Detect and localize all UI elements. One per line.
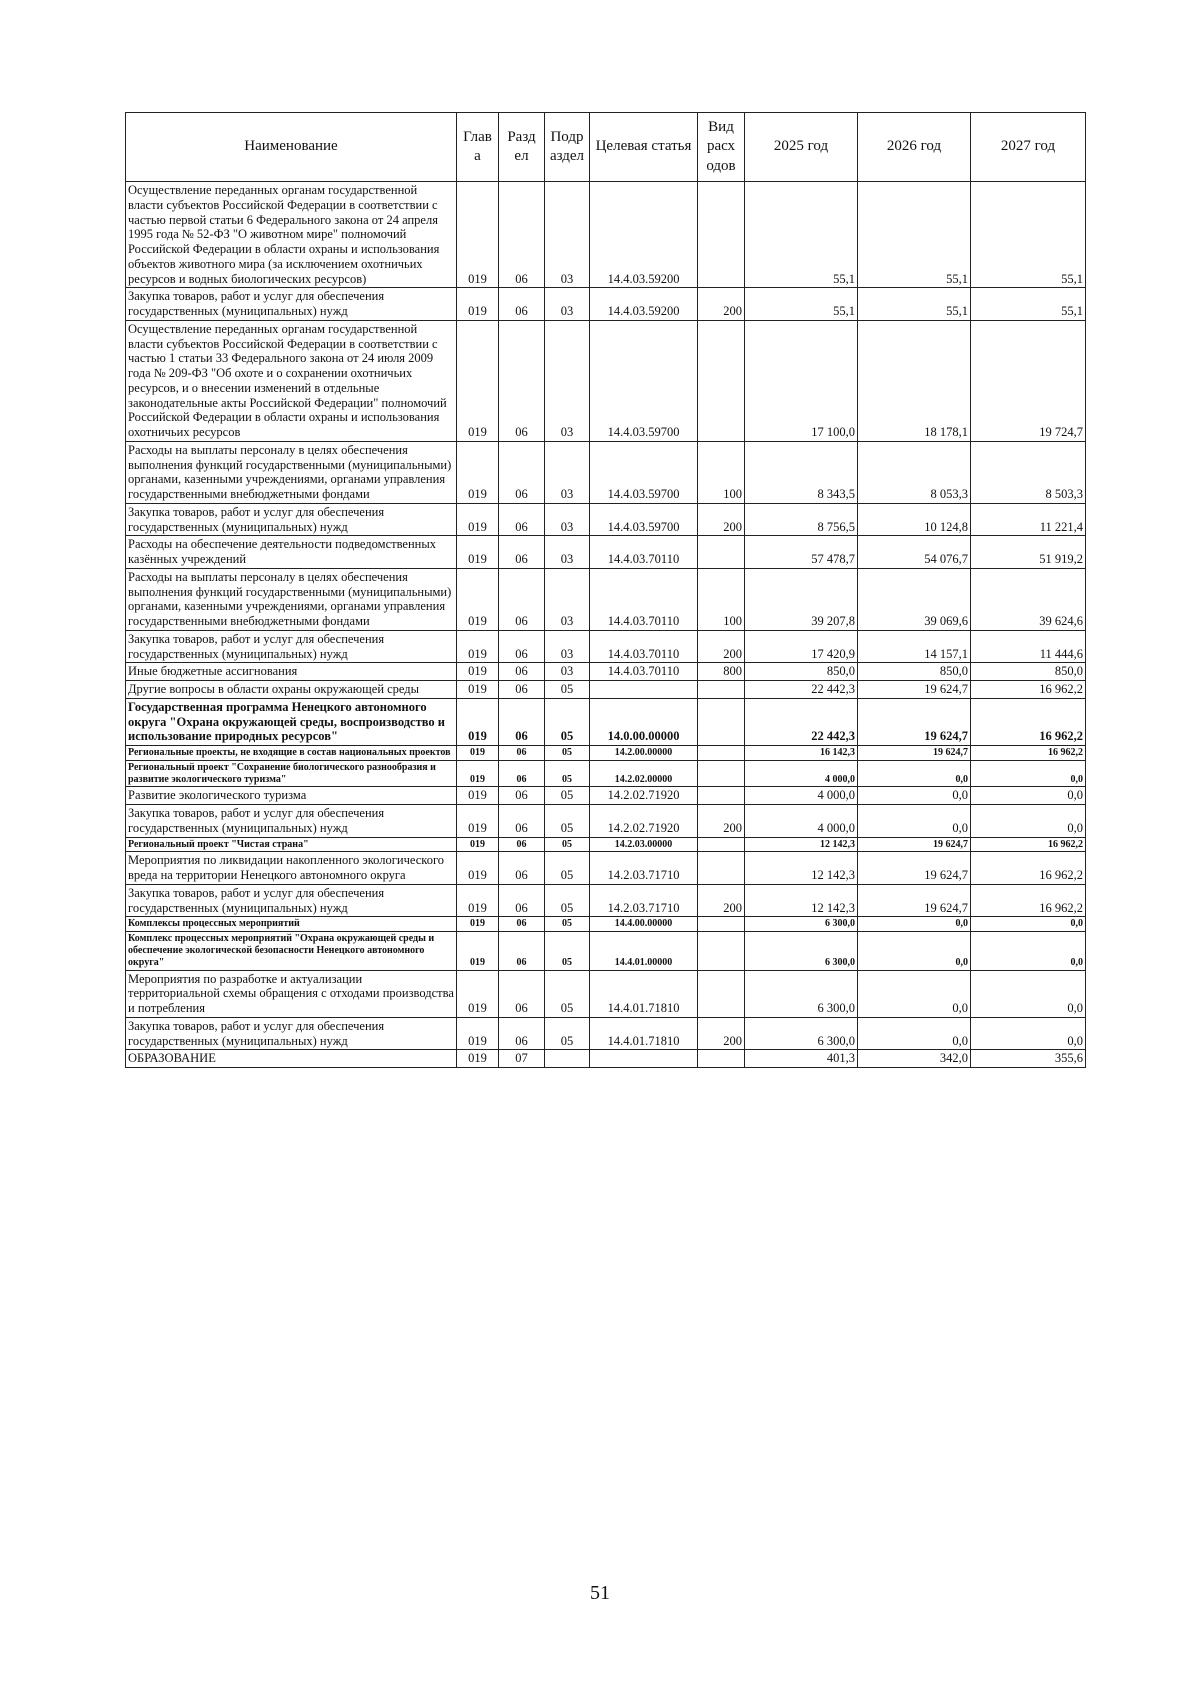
- row-amount-2025: 850,0: [745, 663, 858, 681]
- row-amount-2025: 12 142,3: [745, 884, 858, 917]
- row-name: Закупка товаров, работ и услуг для обеспечения государственных (муниципальных) нужд: [126, 288, 457, 321]
- row-razdel: 06: [499, 288, 545, 321]
- row-podrazdel: 05: [545, 681, 590, 699]
- row-name: Региональный проект "Чистая страна": [126, 837, 457, 852]
- row-podrazdel: 03: [545, 320, 590, 441]
- row-podrazdel: 03: [545, 568, 590, 630]
- row-target-article: 14.4.03.70110: [590, 630, 698, 663]
- row-amount-2026: 54 076,7: [858, 536, 971, 569]
- row-razdel: 06: [499, 805, 545, 838]
- row-podrazdel: 05: [545, 1017, 590, 1050]
- row-target-article: 14.2.03.00000: [590, 837, 698, 852]
- col-header-2027: 2027 год: [971, 113, 1086, 182]
- row-podrazdel: 05: [545, 932, 590, 970]
- row-amount-2027: 0,0: [971, 787, 1086, 805]
- table-row: [126, 787, 1086, 805]
- row-glava: 019: [457, 1017, 499, 1050]
- row-expense-type: [698, 746, 745, 761]
- row-amount-2027: 0,0: [971, 760, 1086, 787]
- row-amount-2025: 401,3: [745, 1050, 858, 1068]
- row-name: Мероприятия по ликвидации накопленного экологического вреда на территории Ненецкого автономного округа: [126, 852, 457, 885]
- row-amount-2027: 0,0: [971, 932, 1086, 970]
- table-row: [126, 970, 1086, 1017]
- row-razdel: 06: [499, 630, 545, 663]
- row-glava: 019: [457, 630, 499, 663]
- row-expense-type: [698, 536, 745, 569]
- row-amount-2027: 11 221,4: [971, 503, 1086, 536]
- row-razdel: 06: [499, 746, 545, 761]
- table-row: [126, 932, 1086, 970]
- row-glava: 019: [457, 805, 499, 838]
- row-amount-2025: 16 142,3: [745, 746, 858, 761]
- row-glava: 019: [457, 787, 499, 805]
- row-razdel: 06: [499, 568, 545, 630]
- table-row: [126, 568, 1086, 630]
- row-glava: 019: [457, 288, 499, 321]
- row-amount-2025: 22 442,3: [745, 698, 858, 745]
- row-podrazdel: 05: [545, 970, 590, 1017]
- row-podrazdel: 05: [545, 787, 590, 805]
- row-target-article: 14.2.03.71710: [590, 884, 698, 917]
- row-expense-type: 100: [698, 441, 745, 503]
- row-target-article: 14.4.03.70110: [590, 663, 698, 681]
- row-amount-2027: 16 962,2: [971, 681, 1086, 699]
- row-podrazdel: 03: [545, 503, 590, 536]
- table-row: [126, 663, 1086, 681]
- row-target-article: 14.2.02.71920: [590, 787, 698, 805]
- row-podrazdel: 05: [545, 852, 590, 885]
- row-name: Закупка товаров, работ и услуг для обеспечения государственных (муниципальных) нужд: [126, 805, 457, 838]
- row-amount-2025: 12 142,3: [745, 852, 858, 885]
- row-razdel: 06: [499, 681, 545, 699]
- table-row: [126, 852, 1086, 885]
- row-amount-2026: 0,0: [858, 917, 971, 932]
- row-name: Иные бюджетные ассигнования: [126, 663, 457, 681]
- row-amount-2027: 0,0: [971, 970, 1086, 1017]
- row-glava: 019: [457, 320, 499, 441]
- row-expense-type: 200: [698, 288, 745, 321]
- row-podrazdel: 05: [545, 805, 590, 838]
- row-glava: 019: [457, 917, 499, 932]
- row-amount-2025: 55,1: [745, 182, 858, 288]
- row-amount-2026: 0,0: [858, 932, 971, 970]
- table-row: [126, 503, 1086, 536]
- row-target-article: 14.4.03.59200: [590, 182, 698, 288]
- row-amount-2025: 6 300,0: [745, 1017, 858, 1050]
- col-header-name: Наименование: [126, 113, 457, 182]
- row-podrazdel: 05: [545, 837, 590, 852]
- row-razdel: 06: [499, 698, 545, 745]
- row-glava: 019: [457, 536, 499, 569]
- row-name: Закупка товаров, работ и услуг для обеспечения государственных (муниципальных) нужд: [126, 1017, 457, 1050]
- row-expense-type: [698, 760, 745, 787]
- row-amount-2025: 6 300,0: [745, 970, 858, 1017]
- row-name: Закупка товаров, работ и услуг для обеспечения государственных (муниципальных) нужд: [126, 630, 457, 663]
- row-amount-2026: 19 624,7: [858, 837, 971, 852]
- row-glava: 019: [457, 441, 499, 503]
- row-name: Комплекс процессных мероприятий "Охрана окружающей среды и обеспечение экологической безопасности Ненецкого автономного округа": [126, 932, 457, 970]
- row-amount-2025: 22 442,3: [745, 681, 858, 699]
- row-target-article: 14.4.03.70110: [590, 568, 698, 630]
- row-amount-2027: 11 444,6: [971, 630, 1086, 663]
- row-podrazdel: 05: [545, 760, 590, 787]
- col-header-razdel: Разд ел: [499, 113, 545, 182]
- row-amount-2025: 8 756,5: [745, 503, 858, 536]
- row-amount-2026: 19 624,7: [858, 698, 971, 745]
- row-target-article: 14.4.01.00000: [590, 932, 698, 970]
- col-header-glava: Глав а: [457, 113, 499, 182]
- row-expense-type: 200: [698, 884, 745, 917]
- row-podrazdel: 05: [545, 917, 590, 932]
- row-glava: 019: [457, 837, 499, 852]
- row-amount-2027: 0,0: [971, 805, 1086, 838]
- table-row: [126, 630, 1086, 663]
- row-amount-2027: 355,6: [971, 1050, 1086, 1068]
- row-amount-2025: 6 300,0: [745, 932, 858, 970]
- page-number: 51: [590, 1582, 610, 1604]
- row-razdel: 06: [499, 884, 545, 917]
- row-glava: 019: [457, 182, 499, 288]
- row-amount-2026: 0,0: [858, 787, 971, 805]
- row-target-article: 14.2.02.00000: [590, 760, 698, 787]
- row-amount-2025: 57 478,7: [745, 536, 858, 569]
- row-amount-2026: 850,0: [858, 663, 971, 681]
- row-amount-2027: 16 962,2: [971, 837, 1086, 852]
- row-expense-type: [698, 970, 745, 1017]
- row-podrazdel: 05: [545, 698, 590, 745]
- row-name: Развитие экологического туризма: [126, 787, 457, 805]
- row-amount-2026: 10 124,8: [858, 503, 971, 536]
- row-podrazdel: 03: [545, 630, 590, 663]
- row-expense-type: [698, 698, 745, 745]
- table-body: [126, 182, 1086, 1068]
- table-row: [126, 837, 1086, 852]
- row-name: Мероприятия по разработке и актуализации территориальной схемы обращения с отходами производства и потребления: [126, 970, 457, 1017]
- row-expense-type: [698, 787, 745, 805]
- row-amount-2025: 8 343,5: [745, 441, 858, 503]
- row-razdel: 06: [499, 503, 545, 536]
- row-name: ОБРАЗОВАНИЕ: [126, 1050, 457, 1068]
- row-razdel: 06: [499, 536, 545, 569]
- table-row: [126, 805, 1086, 838]
- table-row: [126, 681, 1086, 699]
- row-amount-2027: 16 962,2: [971, 884, 1086, 917]
- row-podrazdel: [545, 1050, 590, 1068]
- row-name: Государственная программа Ненецкого автономного округа "Охрана окружающей среды, воспроизводство и использование природных ресурсов": [126, 698, 457, 745]
- row-amount-2025: 12 142,3: [745, 837, 858, 852]
- row-amount-2027: 39 624,6: [971, 568, 1086, 630]
- row-glava: 019: [457, 884, 499, 917]
- row-amount-2026: 55,1: [858, 182, 971, 288]
- table-row: [126, 917, 1086, 932]
- col-header-podrazdel: Подр аздел: [545, 113, 590, 182]
- row-razdel: 06: [499, 970, 545, 1017]
- table-row: [126, 288, 1086, 321]
- row-glava: 019: [457, 698, 499, 745]
- row-target-article: 14.4.03.59700: [590, 320, 698, 441]
- row-amount-2026: 0,0: [858, 1017, 971, 1050]
- row-target-article: 14.4.03.59700: [590, 503, 698, 536]
- row-amount-2027: 8 503,3: [971, 441, 1086, 503]
- row-name: Осуществление переданных органам государственной власти субъектов Российской Федерации в соответствии с частью первой статьи 6 Федерального закона от 24 апреля 1995 года № 52-ФЗ "О животном мире" полномочий Российской Федерации в области охраны и использования объектов животного мира (за исключением охотничьих ресурсов и водных биологических ресурсов): [126, 182, 457, 288]
- row-amount-2027: 16 962,2: [971, 746, 1086, 761]
- row-amount-2026: 19 624,7: [858, 884, 971, 917]
- row-target-article: 14.4.00.00000: [590, 917, 698, 932]
- row-amount-2026: 55,1: [858, 288, 971, 321]
- table-row: [126, 182, 1086, 288]
- col-header-expense-type: Вид расх одов: [698, 113, 745, 182]
- row-razdel: 06: [499, 441, 545, 503]
- table-row: [126, 320, 1086, 441]
- row-amount-2027: 19 724,7: [971, 320, 1086, 441]
- row-name: Расходы на выплаты персоналу в целях обеспечения выполнения функций государственными (муниципальными) органами, казенными учреждениями, органами управления государственными внебюджетными фондами: [126, 441, 457, 503]
- row-target-article: 14.2.03.71710: [590, 852, 698, 885]
- col-header-2025: 2025 год: [745, 113, 858, 182]
- row-name: Осуществление переданных органам государственной власти субъектов Российской Федерации в соответствии с частью 1 статьи 33 Федерального закона от 24 июля 2009 года № 209-ФЗ "Об охоте и о сохранении охотничьих ресурсов, и о внесении изменений в отдельные законодательные акты Российской Федерации" полномочий Российской Федерации в области охраны и использования охотничьих ресурсов: [126, 320, 457, 441]
- budget-table: [125, 112, 1086, 1068]
- row-podrazdel: 05: [545, 746, 590, 761]
- row-amount-2026: 19 624,7: [858, 746, 971, 761]
- row-podrazdel: 05: [545, 884, 590, 917]
- row-razdel: 07: [499, 1050, 545, 1068]
- row-expense-type: [698, 932, 745, 970]
- row-razdel: 06: [499, 787, 545, 805]
- row-expense-type: 200: [698, 1017, 745, 1050]
- row-amount-2026: 0,0: [858, 805, 971, 838]
- table-row: [126, 746, 1086, 761]
- row-amount-2027: 51 919,2: [971, 536, 1086, 569]
- row-podrazdel: 03: [545, 536, 590, 569]
- row-podrazdel: 03: [545, 441, 590, 503]
- row-amount-2026: 14 157,1: [858, 630, 971, 663]
- header-row: [126, 113, 1086, 182]
- col-header-target-article: Целевая статья: [590, 113, 698, 182]
- row-expense-type: [698, 1050, 745, 1068]
- row-target-article: 14.2.02.71920: [590, 805, 698, 838]
- row-target-article: [590, 1050, 698, 1068]
- table-row: [126, 1017, 1086, 1050]
- row-amount-2025: 4 000,0: [745, 805, 858, 838]
- row-amount-2026: 19 624,7: [858, 681, 971, 699]
- row-amount-2027: 16 962,2: [971, 698, 1086, 745]
- table-row: [126, 441, 1086, 503]
- row-razdel: 06: [499, 663, 545, 681]
- row-glava: 019: [457, 760, 499, 787]
- row-expense-type: [698, 837, 745, 852]
- col-header-2026: 2026 год: [858, 113, 971, 182]
- row-expense-type: 100: [698, 568, 745, 630]
- row-amount-2026: 0,0: [858, 970, 971, 1017]
- row-razdel: 06: [499, 1017, 545, 1050]
- table-row: [126, 698, 1086, 745]
- table-row: [126, 760, 1086, 787]
- row-expense-type: 200: [698, 503, 745, 536]
- row-target-article: 14.4.01.71810: [590, 1017, 698, 1050]
- row-glava: 019: [457, 663, 499, 681]
- row-amount-2025: 6 300,0: [745, 917, 858, 932]
- row-glava: 019: [457, 1050, 499, 1068]
- row-podrazdel: 03: [545, 182, 590, 288]
- row-razdel: 06: [499, 837, 545, 852]
- table-header: [126, 113, 1086, 182]
- row-expense-type: 200: [698, 805, 745, 838]
- row-razdel: 06: [499, 182, 545, 288]
- row-name: Закупка товаров, работ и услуг для обеспечения государственных (муниципальных) нужд: [126, 884, 457, 917]
- row-target-article: 14.0.00.00000: [590, 698, 698, 745]
- row-expense-type: [698, 320, 745, 441]
- row-razdel: 06: [499, 932, 545, 970]
- row-amount-2026: 8 053,3: [858, 441, 971, 503]
- row-amount-2025: 55,1: [745, 288, 858, 321]
- row-name: Расходы на выплаты персоналу в целях обеспечения выполнения функций государственными (муниципальными) органами, казенными учреждениями, органами управления государственными внебюджетными фондами: [126, 568, 457, 630]
- row-amount-2026: 39 069,6: [858, 568, 971, 630]
- row-amount-2026: 0,0: [858, 760, 971, 787]
- row-amount-2027: 0,0: [971, 917, 1086, 932]
- table-row: [126, 884, 1086, 917]
- row-name: Закупка товаров, работ и услуг для обеспечения государственных (муниципальных) нужд: [126, 503, 457, 536]
- row-podrazdel: 03: [545, 663, 590, 681]
- row-target-article: [590, 681, 698, 699]
- row-target-article: 14.4.01.71810: [590, 970, 698, 1017]
- row-expense-type: [698, 852, 745, 885]
- row-glava: 019: [457, 681, 499, 699]
- table-row: [126, 536, 1086, 569]
- row-target-article: 14.2.00.00000: [590, 746, 698, 761]
- row-name: Другие вопросы в области охраны окружающей среды: [126, 681, 457, 699]
- row-amount-2027: 850,0: [971, 663, 1086, 681]
- table-row: [126, 1050, 1086, 1068]
- row-glava: 019: [457, 970, 499, 1017]
- row-amount-2025: 4 000,0: [745, 760, 858, 787]
- row-target-article: 14.4.03.59200: [590, 288, 698, 321]
- row-amount-2025: 17 100,0: [745, 320, 858, 441]
- row-amount-2025: 17 420,9: [745, 630, 858, 663]
- row-amount-2027: 0,0: [971, 1017, 1086, 1050]
- row-amount-2026: 19 624,7: [858, 852, 971, 885]
- row-razdel: 06: [499, 917, 545, 932]
- row-glava: 019: [457, 503, 499, 536]
- row-expense-type: [698, 681, 745, 699]
- row-amount-2027: 55,1: [971, 288, 1086, 321]
- row-name: Комплексы процессных мероприятий: [126, 917, 457, 932]
- row-target-article: 14.4.03.70110: [590, 536, 698, 569]
- row-razdel: 06: [499, 760, 545, 787]
- row-name: Расходы на обеспечение деятельности подведомственных казённых учреждений: [126, 536, 457, 569]
- row-glava: 019: [457, 852, 499, 885]
- row-amount-2026: 342,0: [858, 1050, 971, 1068]
- row-glava: 019: [457, 568, 499, 630]
- row-amount-2025: 39 207,8: [745, 568, 858, 630]
- row-glava: 019: [457, 746, 499, 761]
- row-amount-2025: 4 000,0: [745, 787, 858, 805]
- row-razdel: 06: [499, 852, 545, 885]
- row-expense-type: [698, 182, 745, 288]
- row-glava: 019: [457, 932, 499, 970]
- row-expense-type: 800: [698, 663, 745, 681]
- row-expense-type: 200: [698, 630, 745, 663]
- row-name: Региональные проекты, не входящие в состав национальных проектов: [126, 746, 457, 761]
- row-podrazdel: 03: [545, 288, 590, 321]
- row-razdel: 06: [499, 320, 545, 441]
- row-expense-type: [698, 917, 745, 932]
- row-amount-2027: 16 962,2: [971, 852, 1086, 885]
- row-amount-2027: 55,1: [971, 182, 1086, 288]
- row-name: Региональный проект "Сохранение биологического разнообразия и развитие экологического туризма": [126, 760, 457, 787]
- row-amount-2026: 18 178,1: [858, 320, 971, 441]
- row-target-article: 14.4.03.59700: [590, 441, 698, 503]
